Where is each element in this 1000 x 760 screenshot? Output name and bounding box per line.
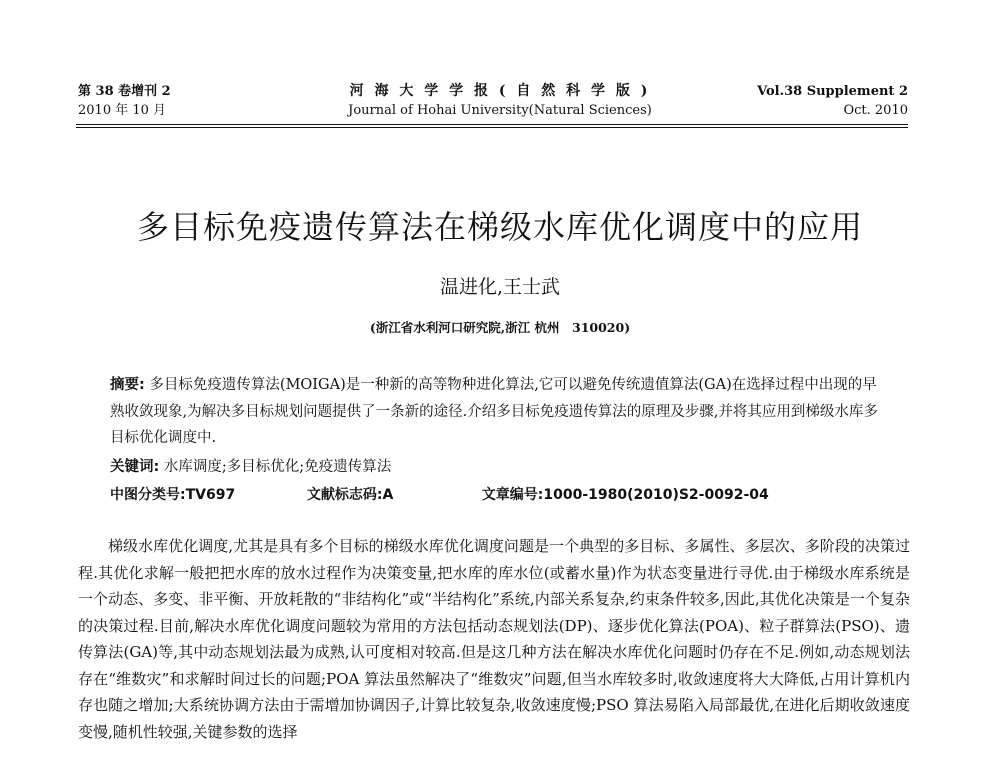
publication-date: 2010 年 10 月 — [78, 103, 167, 118]
keywords-label: 关键词: — [110, 459, 160, 475]
classification-line — [110, 483, 880, 507]
clc-number: 中图分类号:TV697 — [110, 487, 236, 503]
affiliation: (浙江省水利河口研究院,浙江 杭州 310020) — [369, 320, 631, 335]
journal-name-en: Journal of Hohai University(Natural Sciences) — [348, 103, 652, 118]
volume-issue-en: Vol.38 Supplement 2 — [757, 84, 908, 99]
abstract-text: 多目标免疫遗传算法(MOIGA)是一种新的高等物种进化算法,它可以避免传统遗值算法(GA)在选择过程中出现的早熟收敛现象,为解决多目标规划问题提供了一条新的途径.介绍多目标免疫遗传算法的原理及步骤,并将其应用到梯级水库多目标优化调度中. — [110, 377, 878, 446]
volume-issue: 第 38 卷增刊 2 — [78, 84, 171, 99]
paper-title: 多目标免疫遗传算法在梯级水库优化调度中的应用 — [136, 208, 863, 246]
document-code: 文献标志码:A — [306, 487, 394, 503]
keywords — [110, 455, 880, 479]
body-paragraph: 梯级水库优化调度,尤其是具有多个目标的梯级水库优化调度问题是一个典型的多目标、多属性、多层次、多阶段的决策过程.其优化求解一般把把水库的放水过程作为决策变量,把水库的库水位(或蓄水量)作为状态变量进行寻优.由于梯级水库系统是一个动态、多变、非平衡、开放耗散的“非结构化”或“半结构化”系统,内部关系复杂,约束条件较多,因此,其优化决策是一个复杂的决策过程.目前,解决水库优化调度问题较为常用的方法包括动态规划法(DP)、逐步优化算法(POA)、粒子群算法(PSO)、遗传算法(GA)等,其中动态规划法最为成熟,认可度相对较高.但是这几种方法在解决水库优化问题时仍存在不足.例如,动态规划法存在“维数灾”和求解时间过长的问题;POA 算法虽然解决了“维数灾”问题,但当水库较多时,收敛速度将大大降低,占用计算机内存也随之增加;大系统协调方法由于需增加协调因子,计算比较复杂,收敛速度慢;PSO 算法易陷入局部最优,在进化后期收敛速度变慢,随机性较强,关键参数的选择 — [78, 537, 910, 741]
body-text — [78, 533, 910, 745]
keywords-text: 水库调度;多目标优化;免疫遗传算法 — [163, 459, 392, 475]
article-number: 文章编号:1000-1980(2010)S2-0092-04 — [481, 487, 769, 503]
abstract-label: 摘要: — [110, 377, 145, 393]
publication-date-en: Oct. 2010 — [843, 103, 908, 118]
header-rule-thick — [76, 124, 908, 125]
journal-volume-info-en — [757, 82, 908, 120]
authors: 温进化,王士武 — [439, 276, 561, 298]
abstract — [110, 372, 880, 452]
journal-name-cn: 河 海 大 学 学 报 ( 自 然 科 学 版 ) — [349, 83, 651, 99]
header-rule-thin — [76, 127, 908, 128]
